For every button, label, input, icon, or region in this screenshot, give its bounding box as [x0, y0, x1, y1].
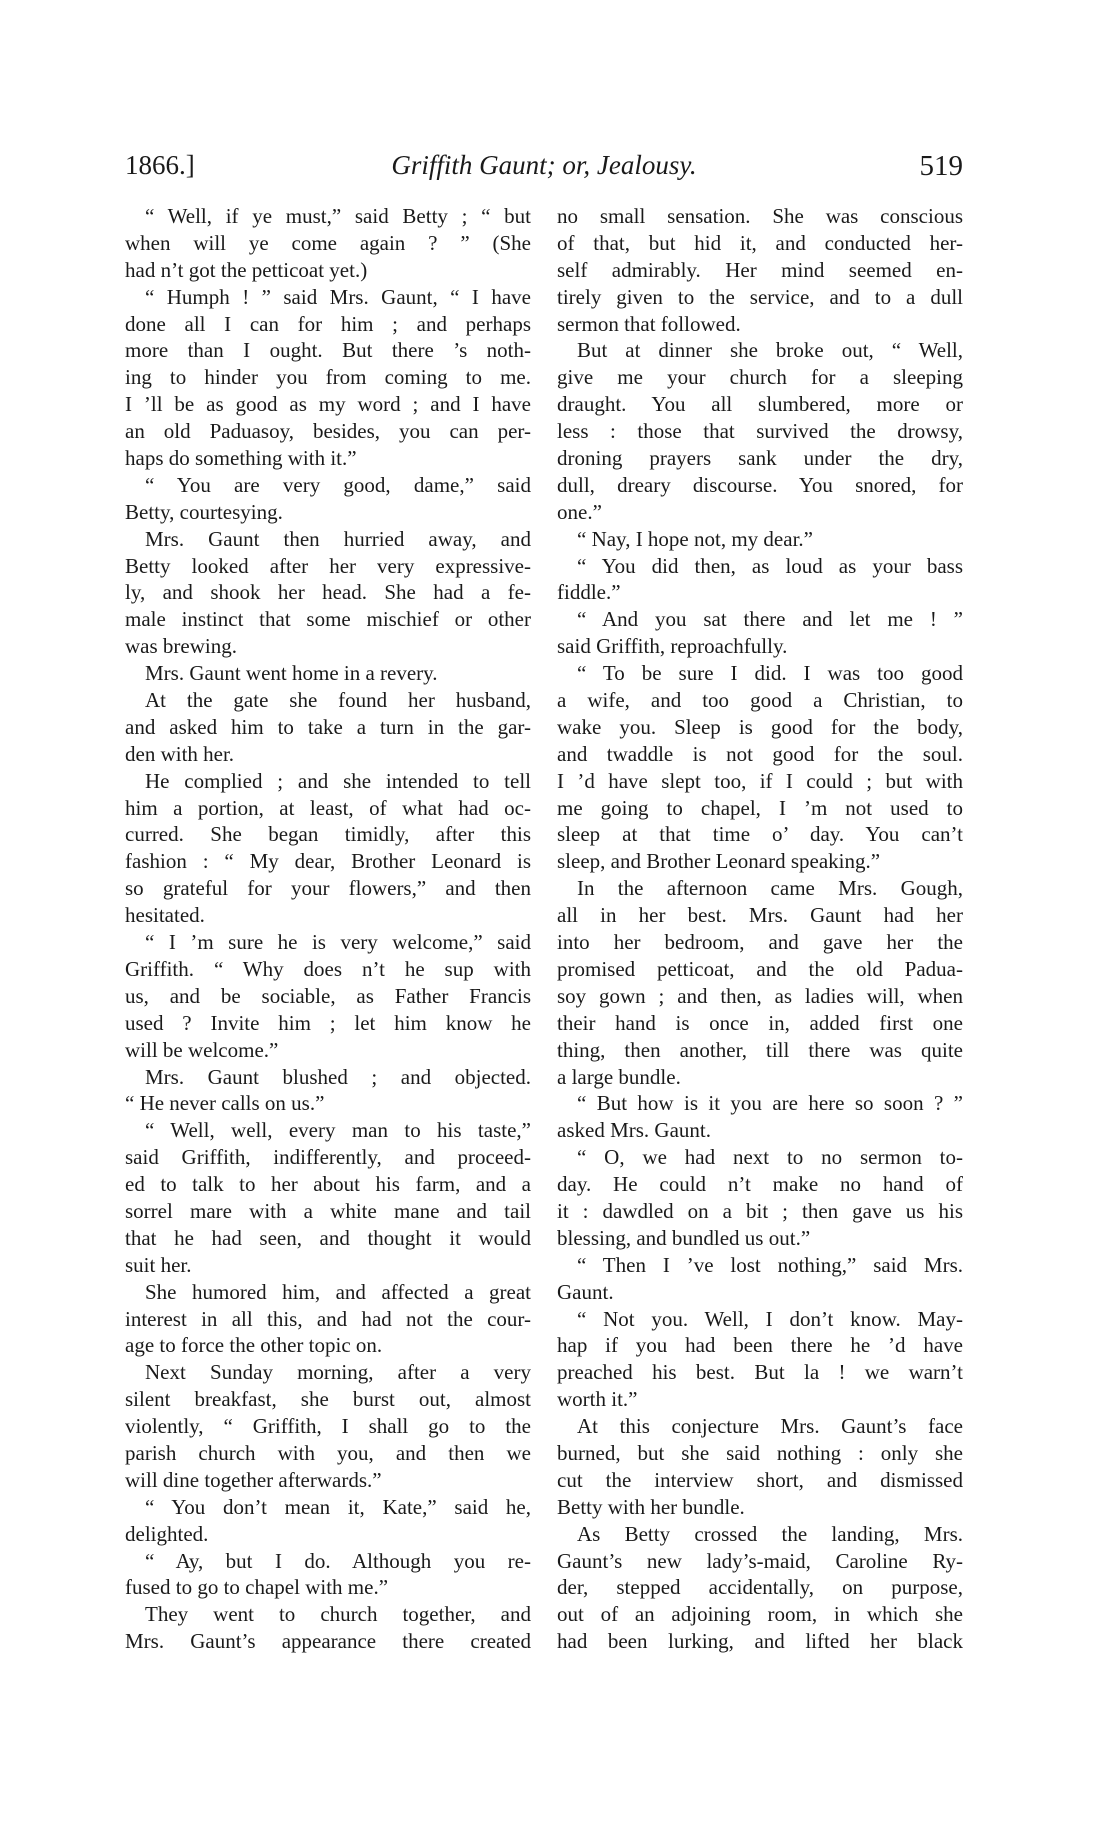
text-line: der, stepped accidentally, on purpose, [557, 1575, 963, 1600]
running-header [125, 150, 963, 190]
right-column [557, 203, 963, 1655]
text-line: had n’t got the petticoat yet.) [125, 257, 368, 282]
text-line: He complied ; and she intended to tell [145, 768, 531, 793]
text-line: their hand is once in, added first one [557, 1010, 963, 1035]
paragraph [557, 553, 963, 607]
text-line: dull, dreary discourse. You snored, for [557, 472, 963, 497]
text-line: ing to hinder you from coming to me. [125, 365, 531, 390]
paragraph [557, 875, 963, 1090]
text-line: draught. You all slumbered, more or [557, 392, 963, 417]
text-line: “ To be sure I did. I was too good [577, 661, 963, 686]
text-line: den with her. [125, 741, 235, 766]
paragraph [557, 660, 963, 875]
text-line: wake you. Sleep is good for the body, [557, 714, 963, 739]
text-line: Mrs. Gaunt then hurried away, and [145, 526, 531, 551]
text-line: tirely given to the service, and to a dull [557, 284, 963, 309]
text-line: ly, and shook her head. She had a fe- [125, 580, 531, 605]
text-line: will dine together afterwards.” [125, 1467, 382, 1492]
text-line: burned, but she said nothing : only she [557, 1440, 963, 1465]
text-line: interest in all this, and had not the cour- [125, 1306, 531, 1331]
text-line: fiddle.” [557, 580, 621, 605]
text-line: cut the interview short, and dismissed [557, 1467, 963, 1492]
text-line: “ Not you. Well, I don’t know. May- [577, 1306, 963, 1331]
text-line: when will ye come again ? ” (She [125, 230, 531, 255]
text-line: “ And you sat there and let me ! ” [577, 607, 963, 632]
page-number: 519 [919, 150, 963, 182]
text-line: blessing, and bundled us out.” [557, 1225, 811, 1250]
text-line: I ’d have slept too, if I could ; but with [557, 768, 963, 793]
text-line: used ? Invite him ; let him know he [125, 1010, 531, 1035]
text-line: sleep at that time o’ day. You can’t [557, 822, 963, 847]
text-line: silent breakfast, she burst out, almost [125, 1387, 531, 1412]
text-line: us, and be sociable, as Father Francis [125, 983, 531, 1008]
text-line: “ Well, well, every man to his taste,” [145, 1118, 531, 1143]
text-line: said Griffith, indifferently, and proceed- [125, 1145, 531, 1170]
text-line: all in her best. Mrs. Gaunt had her [557, 903, 963, 928]
text-line: “ I ’m sure he is very welcome,” said [145, 930, 531, 955]
text-line: promised petticoat, and the old Padua- [557, 956, 963, 981]
text-line: Mrs. Gaunt went home in a revery. [145, 661, 438, 686]
text-line: haps do something with it.” [125, 446, 357, 471]
paragraph [557, 606, 963, 660]
text-line: “ O, we had next to no sermon to- [577, 1145, 963, 1170]
text-line: As Betty crossed the landing, Mrs. [577, 1521, 963, 1546]
text-line: said Griffith, reproachfully. [557, 634, 788, 659]
paragraph [557, 526, 963, 553]
text-line: fused to go to chapel with me.” [125, 1575, 389, 1600]
text-line: was brewing. [125, 634, 237, 659]
paragraph [125, 1601, 531, 1655]
text-line: “ But how is it you are here so soon ? ” [577, 1091, 963, 1116]
paragraph [125, 929, 531, 1063]
paragraph [125, 768, 531, 929]
text-line: done all I can for him ; and perhaps [125, 311, 531, 336]
text-line: so grateful for your flowers,” and then [125, 876, 531, 901]
text-line: “ Well, if ye must,” said Betty ; “ but [145, 204, 531, 228]
text-line: suit her. [125, 1252, 192, 1277]
text-line: age to force the other topic on. [125, 1333, 383, 1358]
text-line: sleep, and Brother Leonard speaking.” [557, 849, 881, 874]
text-line: Next Sunday morning, after a very [145, 1360, 531, 1385]
text-line: hap if you had been there he ’d have [557, 1333, 963, 1358]
text-line: Gaunt’s new lady’s-maid, Caroline Ry- [557, 1548, 963, 1573]
text-line: droning prayers sank under the dry, [557, 446, 963, 471]
text-line: no small sensation. She was conscious [557, 204, 963, 228]
text-line: Gaunt. [557, 1279, 614, 1304]
text-line: preached his best. But la ! we warn’t [557, 1360, 963, 1385]
text-line: give me your church for a sleeping [557, 365, 963, 390]
paragraph [557, 1144, 963, 1252]
text-line: “ Humph ! ” said Mrs. Gaunt, “ I have [145, 284, 531, 309]
text-line: Mrs. Gaunt’s appearance there created [125, 1629, 531, 1654]
paragraph [557, 1413, 963, 1521]
text-line: had been lurking, and lifted her black [557, 1629, 963, 1654]
text-line: ed to talk to her about his farm, and a [125, 1172, 531, 1197]
text-line: “ You are very good, dame,” said [145, 472, 531, 497]
text-line: parish church with you, and then we [125, 1440, 531, 1465]
text-line: “ Nay, I hope not, my dear.” [577, 526, 813, 551]
text-line: self admirably. Her mind seemed en- [557, 257, 963, 282]
paragraph [125, 1064, 531, 1118]
header-title: Griffith Gaunt; or, Jealousy. [391, 150, 697, 180]
text-line: that he had seen, and thought it would [125, 1225, 531, 1250]
text-line: Griffith. “ Why does n’t he sup with [125, 956, 531, 981]
text-line: less : those that survived the drowsy, [557, 419, 963, 444]
paragraph [557, 203, 963, 337]
text-line: and twaddle is not good for the soul. [557, 741, 963, 766]
text-line: In the afternoon came Mrs. Gough, [577, 876, 963, 901]
text-line: They went to church together, and [145, 1602, 531, 1627]
paragraph [125, 526, 531, 660]
text-line: one.” [557, 499, 602, 524]
header-year: 1866.] [125, 150, 195, 180]
paragraph [125, 1494, 531, 1548]
text-line: But at dinner she broke out, “ Well, [577, 338, 963, 363]
text-line: violently, “ Griffith, I shall go to the [125, 1414, 531, 1439]
text-line: asked Mrs. Gaunt. [557, 1118, 711, 1143]
text-line: it : dawdled on a bit ; then gave us his [557, 1198, 963, 1223]
paragraph [557, 337, 963, 525]
paragraph [125, 1117, 531, 1278]
paragraph [125, 1359, 531, 1493]
text-line: more than I ought. But there ’s noth- [125, 338, 531, 363]
text-line: out of an adjoining room, in which she [557, 1602, 963, 1627]
text-line: into her bedroom, and gave her the [557, 930, 963, 955]
text-line: At this conjecture Mrs. Gaunt’s face [577, 1414, 963, 1439]
text-line: “ Ay, but I do. Although you re- [145, 1548, 531, 1573]
text-line: a large bundle. [557, 1064, 681, 1089]
text-line: I ’ll be as good as my word ; and I have [125, 392, 531, 417]
text-line: At the gate she found her husband, [145, 688, 531, 713]
paragraph [557, 1521, 963, 1655]
text-line: an old Paduasoy, besides, you can per- [125, 419, 531, 444]
paragraph [557, 1306, 963, 1414]
text-line: hesitated. [125, 903, 205, 928]
text-line: and asked him to take a turn in the gar- [125, 714, 531, 739]
text-line: will be welcome.” [125, 1037, 279, 1062]
text-line: sermon that followed. [557, 311, 741, 336]
paragraph [125, 660, 531, 687]
paragraph [125, 284, 531, 472]
text-line: She humored him, and affected a great [145, 1279, 531, 1304]
text-line: “ Then I ’ve lost nothing,” said Mrs. [577, 1252, 963, 1277]
text-line: thing, then another, till there was quite [557, 1037, 963, 1062]
paragraph [125, 1279, 531, 1360]
text-line: delighted. [125, 1521, 209, 1546]
text-line: him a portion, at least, of what had oc- [125, 795, 531, 820]
paragraph [125, 203, 531, 284]
text-line: Betty, courtesying. [125, 499, 283, 524]
paragraph [125, 472, 531, 526]
text-line: Betty looked after her very expressive- [125, 553, 531, 578]
text-line: me going to chapel, I ’m not used to [557, 795, 963, 820]
text-line: a wife, and too good a Christian, to [557, 688, 963, 713]
text-line: curred. She began timidly, after this [125, 822, 531, 847]
text-line: “ You don’t mean it, Kate,” said he, [145, 1494, 531, 1519]
text-line: “ You did then, as loud as your bass [577, 553, 963, 578]
text-line: Betty with her bundle. [557, 1494, 745, 1519]
text-line: Mrs. Gaunt blushed ; and objected. [145, 1064, 531, 1089]
text-line: fashion : “ My dear, Brother Leonard is [125, 849, 531, 874]
paragraph [557, 1252, 963, 1306]
paragraph [125, 687, 531, 768]
text-line: day. He could n’t make no hand of [557, 1172, 963, 1197]
paragraph [125, 1548, 531, 1602]
text-line: male instinct that some mischief or other [125, 607, 531, 632]
text-line: sorrel mare with a white mane and tail [125, 1198, 531, 1223]
paragraph [557, 1090, 963, 1144]
text-line: soy gown ; and then, as ladies will, when [557, 983, 963, 1008]
left-column [125, 203, 531, 1655]
text-line: of that, but hid it, and conducted her- [557, 230, 963, 255]
text-line: “ He never calls on us.” [125, 1091, 325, 1116]
text-line: worth it.” [557, 1387, 638, 1412]
